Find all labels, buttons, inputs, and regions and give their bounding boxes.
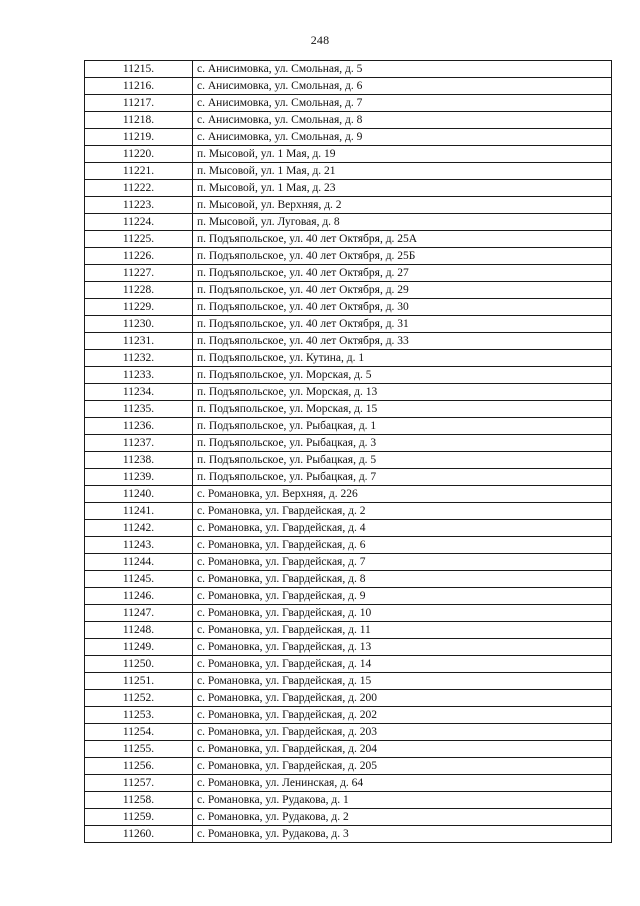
address-cell: п. Подъяпольское, ул. 40 лет Октября, д. 25А <box>193 231 612 248</box>
address-cell: с. Романовка, ул. Гвардейская, д. 200 <box>193 690 612 707</box>
address-cell: с. Романовка, ул. Гвардейская, д. 11 <box>193 622 612 639</box>
table-row <box>85 78 612 95</box>
table-row <box>85 622 612 639</box>
address-cell: с. Романовка, ул. Гвардейская, д. 15 <box>193 673 612 690</box>
address-cell: п. Мысовой, ул. 1 Мая, д. 21 <box>193 163 612 180</box>
table-row <box>85 214 612 231</box>
table-row <box>85 95 612 112</box>
row-number-cell: 11222. <box>85 180 193 197</box>
table-row <box>85 554 612 571</box>
row-number-cell: 11242. <box>85 520 193 537</box>
table-row <box>85 741 612 758</box>
row-number-cell: 11219. <box>85 129 193 146</box>
row-number-cell: 11235. <box>85 401 193 418</box>
address-cell: п. Подъяпольское, ул. Рыбацкая, д. 3 <box>193 435 612 452</box>
table-row <box>85 520 612 537</box>
address-cell: п. Подъяпольское, ул. Рыбацкая, д. 5 <box>193 452 612 469</box>
address-cell: п. Подъяпольское, ул. Морская, д. 15 <box>193 401 612 418</box>
row-number-cell: 11234. <box>85 384 193 401</box>
table-row <box>85 690 612 707</box>
address-cell: с. Романовка, ул. Гвардейская, д. 202 <box>193 707 612 724</box>
address-cell: п. Подъяпольское, ул. 40 лет Октября, д. 33 <box>193 333 612 350</box>
address-cell: с. Анисимовка, ул. Смольная, д. 5 <box>193 61 612 78</box>
row-number-cell: 11253. <box>85 707 193 724</box>
row-number-cell: 11230. <box>85 316 193 333</box>
row-number-cell: 11250. <box>85 656 193 673</box>
address-cell: п. Мысовой, ул. 1 Мая, д. 19 <box>193 146 612 163</box>
address-cell: с. Романовка, ул. Гвардейская, д. 205 <box>193 758 612 775</box>
address-cell: п. Подъяпольское, ул. Морская, д. 13 <box>193 384 612 401</box>
address-cell: с. Анисимовка, ул. Смольная, д. 7 <box>193 95 612 112</box>
table-row <box>85 571 612 588</box>
row-number-cell: 11251. <box>85 673 193 690</box>
table-row <box>85 639 612 656</box>
row-number-cell: 11259. <box>85 809 193 826</box>
row-number-cell: 11256. <box>85 758 193 775</box>
table-row <box>85 197 612 214</box>
address-cell: п. Подъяпольское, ул. 40 лет Октября, д. 25Б <box>193 248 612 265</box>
table-row <box>85 112 612 129</box>
address-cell: п. Подъяпольское, ул. Морская, д. 5 <box>193 367 612 384</box>
row-number-cell: 11227. <box>85 265 193 282</box>
address-cell: с. Романовка, ул. Рудакова, д. 1 <box>193 792 612 809</box>
address-cell: с. Романовка, ул. Гвардейская, д. 7 <box>193 554 612 571</box>
table-row <box>85 350 612 367</box>
table-row <box>85 605 612 622</box>
table-row <box>85 588 612 605</box>
table-row <box>85 826 612 843</box>
row-number-cell: 11231. <box>85 333 193 350</box>
row-number-cell: 11249. <box>85 639 193 656</box>
table-row <box>85 758 612 775</box>
table-row <box>85 469 612 486</box>
table-row <box>85 316 612 333</box>
table-row <box>85 775 612 792</box>
row-number-cell: 11241. <box>85 503 193 520</box>
row-number-cell: 11232. <box>85 350 193 367</box>
table-row <box>85 180 612 197</box>
row-number-cell: 11233. <box>85 367 193 384</box>
address-table-body <box>85 61 612 843</box>
address-cell: с. Анисимовка, ул. Смольная, д. 6 <box>193 78 612 95</box>
address-cell: с. Романовка, ул. Рудакова, д. 2 <box>193 809 612 826</box>
address-cell: с. Романовка, ул. Гвардейская, д. 9 <box>193 588 612 605</box>
address-table <box>84 60 612 843</box>
row-number-cell: 11225. <box>85 231 193 248</box>
row-number-cell: 11239. <box>85 469 193 486</box>
address-cell: с. Романовка, ул. Гвардейская, д. 13 <box>193 639 612 656</box>
address-cell: с. Романовка, ул. Гвардейская, д. 204 <box>193 741 612 758</box>
table-row <box>85 418 612 435</box>
row-number-cell: 11252. <box>85 690 193 707</box>
row-number-cell: 11218. <box>85 112 193 129</box>
row-number-cell: 11226. <box>85 248 193 265</box>
row-number-cell: 11245. <box>85 571 193 588</box>
row-number-cell: 11221. <box>85 163 193 180</box>
address-cell: с. Анисимовка, ул. Смольная, д. 9 <box>193 129 612 146</box>
table-row <box>85 299 612 316</box>
address-cell: п. Подъяпольское, ул. Рыбацкая, д. 1 <box>193 418 612 435</box>
address-cell: п. Подъяпольское, ул. Кутина, д. 1 <box>193 350 612 367</box>
row-number-cell: 11257. <box>85 775 193 792</box>
row-number-cell: 11248. <box>85 622 193 639</box>
row-number-cell: 11258. <box>85 792 193 809</box>
row-number-cell: 11215. <box>85 61 193 78</box>
address-cell: с. Романовка, ул. Рудакова, д. 3 <box>193 826 612 843</box>
table-row <box>85 673 612 690</box>
table-row <box>85 146 612 163</box>
row-number-cell: 11243. <box>85 537 193 554</box>
row-number-cell: 11216. <box>85 78 193 95</box>
address-cell: п. Подъяпольское, ул. 40 лет Октября, д. 27 <box>193 265 612 282</box>
table-row <box>85 333 612 350</box>
row-number-cell: 11237. <box>85 435 193 452</box>
table-row <box>85 503 612 520</box>
address-cell: с. Романовка, ул. Ленинская, д. 64 <box>193 775 612 792</box>
row-number-cell: 11223. <box>85 197 193 214</box>
table-row <box>85 163 612 180</box>
row-number-cell: 11229. <box>85 299 193 316</box>
address-cell: п. Подъяпольское, ул. 40 лет Октября, д. 30 <box>193 299 612 316</box>
address-cell: п. Мысовой, ул. Луговая, д. 8 <box>193 214 612 231</box>
address-cell: с. Романовка, ул. Гвардейская, д. 14 <box>193 656 612 673</box>
row-number-cell: 11246. <box>85 588 193 605</box>
address-cell: п. Мысовой, ул. 1 Мая, д. 23 <box>193 180 612 197</box>
table-row <box>85 248 612 265</box>
address-cell: с. Романовка, ул. Гвардейская, д. 2 <box>193 503 612 520</box>
row-number-cell: 11254. <box>85 724 193 741</box>
table-row <box>85 129 612 146</box>
row-number-cell: 11244. <box>85 554 193 571</box>
row-number-cell: 11255. <box>85 741 193 758</box>
table-row <box>85 435 612 452</box>
table-row <box>85 537 612 554</box>
table-row <box>85 809 612 826</box>
address-cell: п. Подъяпольское, ул. 40 лет Октября, д. 31 <box>193 316 612 333</box>
row-number-cell: 11240. <box>85 486 193 503</box>
address-cell: с. Анисимовка, ул. Смольная, д. 8 <box>193 112 612 129</box>
table-row <box>85 384 612 401</box>
row-number-cell: 11220. <box>85 146 193 163</box>
table-row <box>85 486 612 503</box>
row-number-cell: 11238. <box>85 452 193 469</box>
table-row <box>85 231 612 248</box>
row-number-cell: 11260. <box>85 826 193 843</box>
row-number-cell: 11228. <box>85 282 193 299</box>
address-cell: с. Романовка, ул. Гвардейская, д. 6 <box>193 537 612 554</box>
table-row <box>85 401 612 418</box>
table-row <box>85 367 612 384</box>
page-number: 248 <box>310 33 330 47</box>
table-row <box>85 792 612 809</box>
table-row <box>85 61 612 78</box>
table-row <box>85 452 612 469</box>
row-number-cell: 11247. <box>85 605 193 622</box>
row-number-cell: 11217. <box>85 95 193 112</box>
address-cell: с. Романовка, ул. Гвардейская, д. 203 <box>193 724 612 741</box>
table-row <box>85 656 612 673</box>
address-cell: п. Подъяпольское, ул. Рыбацкая, д. 7 <box>193 469 612 486</box>
row-number-cell: 11236. <box>85 418 193 435</box>
address-cell: с. Романовка, ул. Гвардейская, д. 8 <box>193 571 612 588</box>
table-row <box>85 707 612 724</box>
address-cell: с. Романовка, ул. Верхняя, д. 226 <box>193 486 612 503</box>
address-cell: с. Романовка, ул. Гвардейская, д. 4 <box>193 520 612 537</box>
address-cell: п. Подъяпольское, ул. 40 лет Октября, д. 29 <box>193 282 612 299</box>
table-row <box>85 265 612 282</box>
address-cell: с. Романовка, ул. Гвардейская, д. 10 <box>193 605 612 622</box>
address-cell: п. Мысовой, ул. Верхняя, д. 2 <box>193 197 612 214</box>
row-number-cell: 11224. <box>85 214 193 231</box>
table-row <box>85 724 612 741</box>
table-row <box>85 282 612 299</box>
